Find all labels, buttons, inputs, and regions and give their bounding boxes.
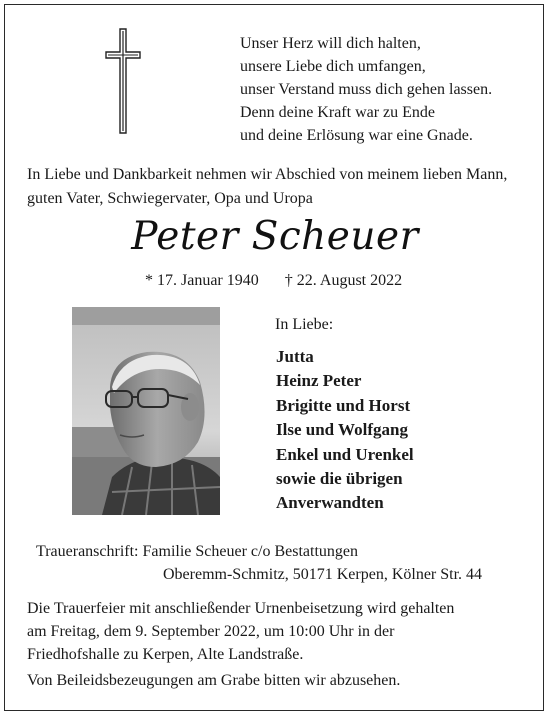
mourner-name: Brigitte und Horst: [276, 395, 411, 415]
mourner-name: Ilse und Wolfgang: [276, 420, 408, 440]
address-line: Traueranschrift: Familie Scheuer c/o Bestattungen: [36, 543, 358, 560]
mourner-name: sowie die übrigen: [276, 469, 403, 489]
service-line: Die Trauerfeier mit anschließender Urnenbeisetzung wird gehalten: [27, 600, 455, 617]
memorial-poem: [240, 32, 492, 147]
funeral-service-info: [27, 597, 454, 666]
poem-line: unsere Liebe dich umfangen,: [240, 58, 426, 75]
life-dates: [145, 271, 402, 291]
mourning-address: [36, 540, 482, 586]
birth-date: * 17. Januar 1940: [145, 272, 259, 289]
mourner-name: Jutta: [276, 347, 314, 366]
intro-line: In Liebe und Dankbarkeit nehmen wir Abschied von meinem lieben Mann,: [27, 166, 508, 183]
portrait-photo: [72, 307, 220, 515]
poem-line: Denn deine Kraft war zu Ende: [240, 104, 436, 121]
mourners-list: [276, 345, 414, 516]
love-label: In Liebe:: [275, 316, 334, 333]
address-line: Oberemm-Schmitz, 50171 Kerpen, Kölner Str. 44: [163, 566, 483, 583]
mourner-name: Enkel und Urenkel: [276, 444, 414, 464]
service-line: Friedhofshalle zu Kerpen, Alte Landstraße.: [27, 646, 304, 663]
latin-cross-icon: [105, 27, 141, 135]
farewell-intro: [27, 163, 527, 211]
intro-line: guten Vater, Schwiegervater, Opa und Uropa: [27, 190, 313, 207]
poem-line: und deine Erlösung war eine Gnade.: [240, 127, 473, 144]
service-line: am Freitag, dem 9. September 2022, um 10:00 Uhr in der: [27, 623, 395, 640]
death-date: † 22. August 2022: [284, 272, 403, 289]
poem-line: Unser Herz will dich halten,: [240, 35, 421, 52]
deceased-name: Peter Scheuer: [131, 214, 419, 259]
mourner-name: Anverwandten: [276, 493, 384, 513]
mourner-name: Heinz Peter: [276, 371, 362, 391]
condolence-note: Von Beileidsbezeugungen am Grabe bitten wir abzusehen.: [27, 672, 401, 689]
poem-line: unser Verstand muss dich gehen lassen.: [240, 81, 493, 98]
